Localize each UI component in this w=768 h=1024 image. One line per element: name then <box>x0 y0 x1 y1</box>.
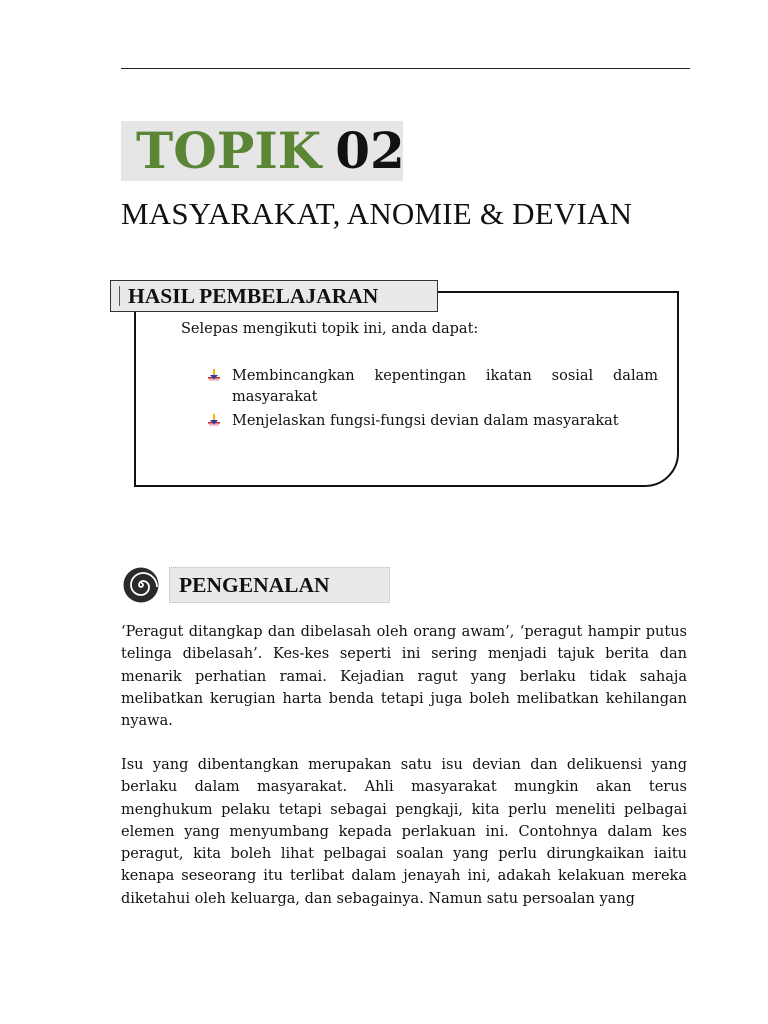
arrow-down-bullet-icon <box>207 366 232 386</box>
topic-label: TOPIK <box>136 121 322 180</box>
learning-outcomes-tab <box>110 280 438 312</box>
introduction-paragraph: Isu yang dibentangkan merupakan satu isu devian dan delikuensi yang berlaku dalam masyarakat. Ahli masyarakat mungkin akan terus menghukum pelaku tetapi sebagai pengkaji, kita perlu meneliti pelbagai elemen yang menyumbang kepada perlakuan ini. Contohnya dalam kes peragut, kita boleh lihat pelbagai soalan yang perlu dirungkaikan iaitu kenapa seseorang itu terlibat dalam jenayah ini, adakah kelakuan mereka diketahui oleh keluarga, dan sebagainya. Namun satu persoalan yang <box>121 757 687 907</box>
introduction-paragraph: ‘Peragut ditangkap dan dibelasah oleh orang awam’, ‘peragut hampir putus telinga dibelasah’. Kes-kes seperti ini sering menjadi tajuk berita dan menarik perhatian ramai. Kejadian ragut yang berlaku tidak sahaja melibatkan kerugian harta benda tetapi juga boleh melibatkan kehilangan nyawa. <box>121 624 687 730</box>
introduction-heading: PENGENALAN <box>169 567 390 603</box>
learning-outcomes-intro: Selepas mengikuti topik ini, anda dapat: <box>181 321 479 337</box>
list-item <box>207 411 658 432</box>
topic-title-box <box>121 121 403 181</box>
learning-outcome-text: Menjelaskan fungsi-fungsi devian dalam masyarakat <box>232 413 619 429</box>
tab-divider <box>119 286 120 306</box>
list-item <box>207 366 658 408</box>
header-rule <box>121 68 690 69</box>
learning-outcomes-list <box>207 366 658 435</box>
arrow-down-bullet-icon <box>207 411 232 431</box>
topic-subtitle: MASYARAKAT, ANOMIE & DEVIAN <box>121 196 633 231</box>
learning-outcome-text: Membincangkan kepentingan ikatan sosial dalam masyarakat <box>232 368 658 405</box>
topic-number: 02 <box>335 121 405 180</box>
learning-outcomes-heading: HASIL PEMBELAJARAN <box>128 283 379 308</box>
spiral-icon <box>122 565 160 605</box>
